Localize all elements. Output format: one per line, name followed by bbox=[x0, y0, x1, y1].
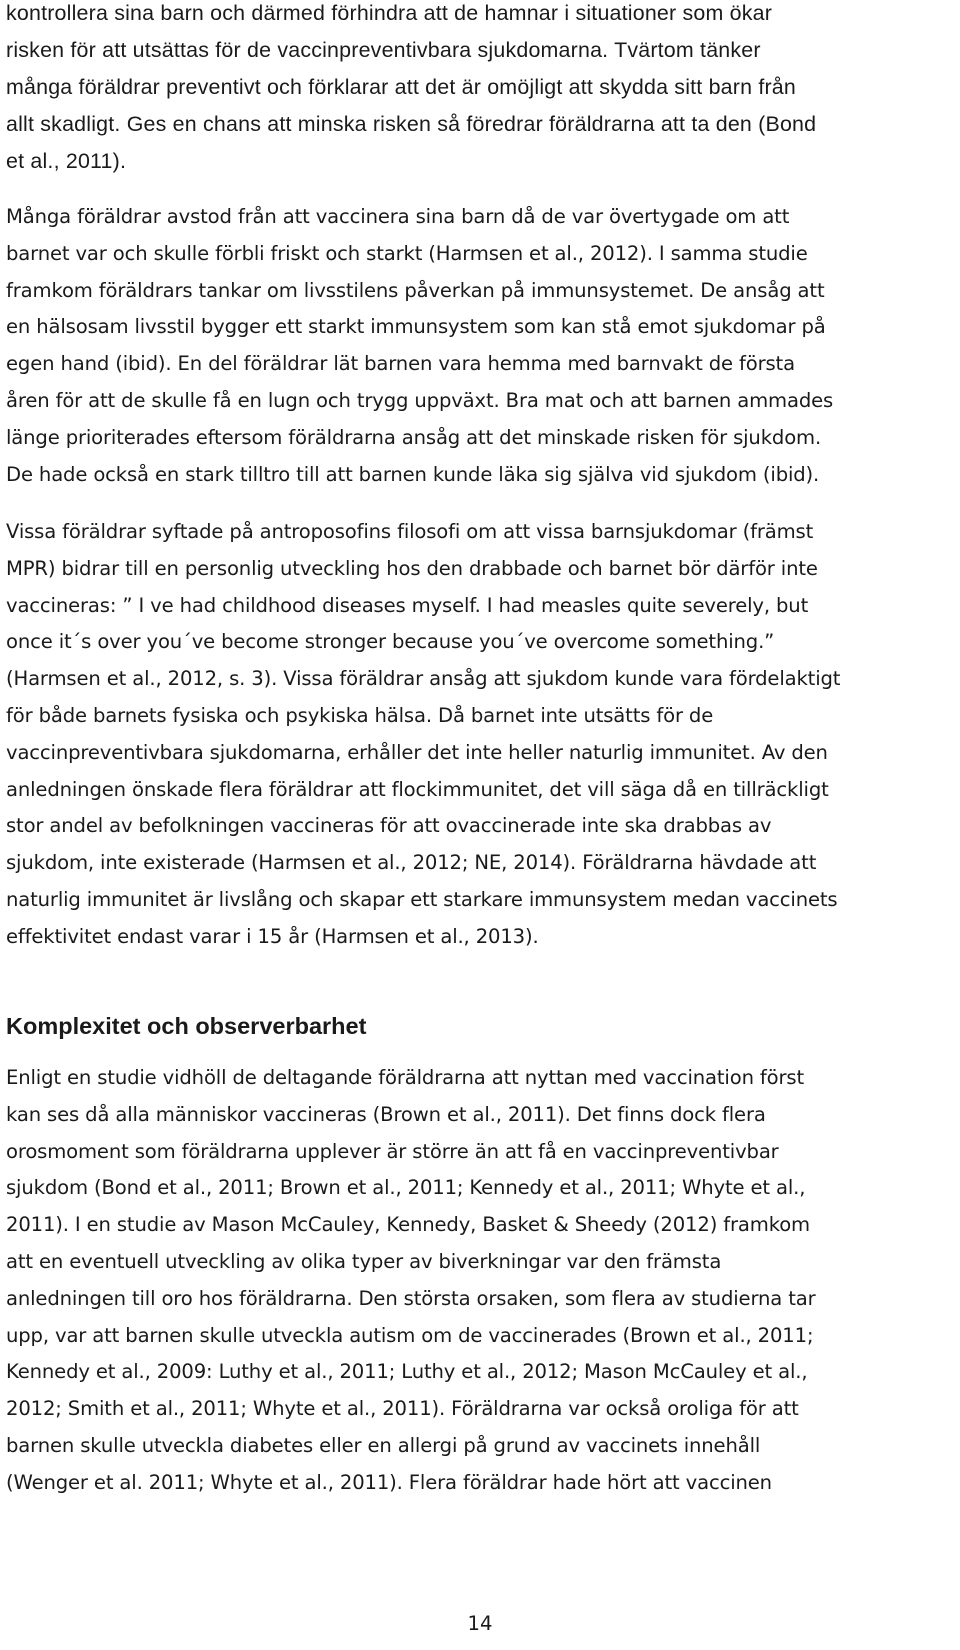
text-line: sjukdom, inte existerade (Harmsen et al., 2012; NE, 2014). Föräldrarna hävdade att bbox=[6, 851, 817, 875]
text-line: länge prioriterades eftersom föräldrarna ansåg att det minskade risken för sjukdom. bbox=[6, 425, 822, 449]
text-line: barnen skulle utveckla diabetes eller en allergi på grund av vaccinets innehåll bbox=[6, 1433, 761, 1457]
text-line: De hade också en stark tilltro till att barnen kunde läka sig själva vid sjukdom (ibid). bbox=[6, 462, 820, 486]
text-line: stor andel av befolkningen vaccineras för att ovaccinerade inte ska drabbas av bbox=[6, 814, 772, 838]
text-line: upp, var att barnen skulle utveckla autism om de vaccinerades (Brown et al., 2011; bbox=[6, 1323, 814, 1347]
paragraph-4 bbox=[6, 1060, 816, 1502]
text-line: (Wenger et al. 2011; Whyte et al., 2011). Flera föräldrar hade hört att vaccinen bbox=[6, 1470, 772, 1494]
text-line: framkom föräldrars tankar om livsstilens påverkan på immunsystemet. De ansåg att bbox=[6, 278, 825, 302]
section-heading: Komplexitet och observerbarhet bbox=[6, 1013, 367, 1039]
text-line: once it´s over you´ve become stronger because you´ve overcome something.” bbox=[6, 630, 775, 654]
text-line: risken för att utsättas för de vaccinpreventivbara sjukdomarna. Tvärtom tänker bbox=[6, 38, 761, 62]
text-line: Enligt en studie vidhöll de deltagande föräldrarna att nyttan med vaccination först bbox=[6, 1066, 804, 1089]
text-line: vaccineras: ” I ve had childhood diseases myself. I had measles quite severely, but bbox=[6, 593, 809, 617]
text-line: Många föräldrar avstod från att vaccinera sina barn då de var övertygade om att bbox=[6, 205, 790, 228]
text-line: många föräldrar preventivt och förklarar att det är omöjligt att skydda sitt barn från bbox=[6, 75, 796, 99]
text-line: kontrollera sina barn och därmed förhindra att de hamnar i situationer som ökar bbox=[6, 1, 773, 25]
text-line: 2012; Smith et al., 2011; Whyte et al., 2011). Föräldrarna var också oroliga för att bbox=[6, 1397, 799, 1421]
text-line: vaccinpreventivbara sjukdomarna, erhåller det inte heller naturlig immunitet. Av den bbox=[6, 740, 828, 764]
paragraph-3 bbox=[6, 514, 840, 956]
text-line: att en eventuell utveckling av olika typer av biverkningar var den främsta bbox=[6, 1249, 722, 1273]
text-line: (Harmsen et al., 2012, s. 3). Vissa föräldrar ansåg att sjukdom kunde vara fördelaktigt bbox=[6, 667, 841, 691]
text-line: naturlig immunitet är livslång och skapar ett starkare immunsystem medan vaccinets bbox=[6, 887, 838, 911]
text-line: för både barnets fysiska och psykiska hälsa. Då barnet inte utsätts för de bbox=[6, 703, 714, 727]
text-line: et al., 2011). bbox=[6, 149, 127, 173]
text-line: orosmoment som föräldrarna upplever är större än att få en vaccinpreventivbar bbox=[6, 1139, 779, 1163]
text-line: MPR) bidrar till en personlig utveckling hos den drabbade och barnet bör därför inte bbox=[6, 556, 818, 580]
text-line: anledningen önskade flera föräldrar att flockimmunitet, det vill säga då en tillräckligt bbox=[6, 777, 829, 801]
text-line: 2011). I en studie av Mason McCauley, Kennedy, Basket & Sheedy (2012) framkom bbox=[6, 1213, 810, 1237]
paragraph-1 bbox=[6, 0, 816, 180]
text-line: Vissa föräldrar syftade på antroposofins filosofi om att vissa barnsjukdomar (främst bbox=[6, 520, 814, 543]
page-number: 14 bbox=[467, 1612, 493, 1635]
paragraph-2 bbox=[6, 199, 833, 493]
text-line: effektivitet endast varar i 15 år (Harmsen et al., 2013). bbox=[6, 924, 539, 948]
text-line: allt skadligt. Ges en chans att minska risken så föredrar föräldrarna att ta den (Bond bbox=[6, 112, 817, 136]
text-line: sjukdom (Bond et al., 2011; Brown et al., 2011; Kennedy et al., 2011; Whyte et al., bbox=[6, 1176, 806, 1200]
text-line: Kennedy et al., 2009: Luthy et al., 2011; Luthy et al., 2012; Mason McCauley et al., bbox=[6, 1360, 808, 1384]
text-line: egen hand (ibid). En del föräldrar lät barnen vara hemma med barnvakt de första bbox=[6, 352, 795, 376]
text-line: anledningen till oro hos föräldrarna. Den största orsaken, som flera av studierna tar bbox=[6, 1286, 816, 1310]
text-line: barnet var och skulle förbli friskt och starkt (Harmsen et al., 2012). I samma studie bbox=[6, 241, 808, 265]
text-line: åren för att de skulle få en lugn och trygg uppväxt. Bra mat och att barnen ammades bbox=[6, 388, 834, 412]
text-line: kan ses då alla människor vaccineras (Brown et al., 2011). Det finns dock flera bbox=[6, 1102, 766, 1126]
text-line: en hälsosam livsstil bygger ett starkt immunsystem som kan stå emot sjukdomar på bbox=[6, 315, 826, 339]
